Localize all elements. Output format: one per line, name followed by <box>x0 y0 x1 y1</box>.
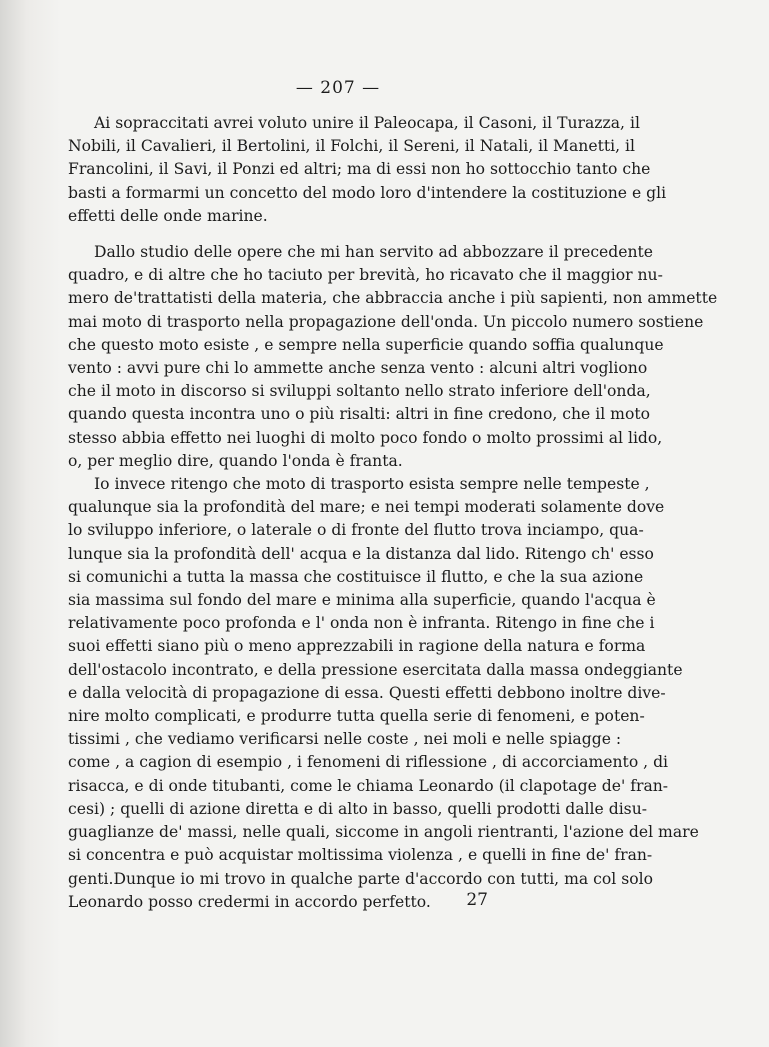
page-number: — 207 — <box>295 78 381 98</box>
text-line: stesso abbia effetto nei luoghi di molto poco fondo o molto prossimi al lido, <box>68 428 663 447</box>
text-line: dell'ostacolo incontrato, e della pressione esercitata dalla massa ondeggiante <box>68 660 683 679</box>
text-line: lo sviluppo inferiore, o laterale o di fronte del flutto trova inciampo, qua- <box>68 521 644 540</box>
document-page <box>68 78 718 914</box>
text-line: Francolini, il Savi, il Ponzi ed altri; ma di essi non ho sottocchio tanto che <box>68 160 651 179</box>
text-line: Io invece ritengo che moto di trasporto esista sempre nelle tempeste , <box>94 475 650 494</box>
text-line: come , a cagion di esempio , i fenomeni di riflessione , di accorciamento , di <box>68 753 669 772</box>
text-line: tissimi , che vediamo verificarsi nelle coste , nei moli e nelle spiagge : <box>68 730 622 749</box>
paragraph-2 <box>68 241 718 473</box>
text-line: nire molto complicati, e produrre tutta quella serie di fenomeni, e poten- <box>68 707 645 726</box>
text-line: qualunque sia la profondità del mare; e nei tempi moderati solamente dove <box>68 498 665 517</box>
text-line: Ai sopraccitati avrei voluto unire il Paleocapa, il Casoni, il Turazza, il <box>94 114 640 132</box>
paragraph-1 <box>68 112 667 228</box>
text-line: risacca, e di onde titubanti, come le chiama Leonardo (il clapotage de' fran- <box>68 776 669 795</box>
text-line: e dalla velocità di propagazione di essa. Questi effetti debbono inoltre dive- <box>68 683 666 702</box>
text-line: si comunichi a tutta la massa che costituisce il flutto, e che la sua azione <box>68 567 644 586</box>
text-line: vento : avvi pure chi lo ammette anche senza vento : alcuni altri vogliono <box>68 359 648 378</box>
text-line: Dallo studio delle opere che mi han servito ad abbozzare il precedente <box>94 243 654 262</box>
text-line: suoi effetti siano più o meno apprezzabili in ragione della natura e forma <box>68 637 646 656</box>
signature-mark: 27 <box>466 889 488 910</box>
text-line: mai moto di trasporto nella propagazione dell'onda. Un piccolo numero sostiene <box>68 312 704 331</box>
page-edge-shadow <box>0 0 60 1047</box>
text-line: che il moto in discorso si sviluppi soltanto nello strato inferiore dell'onda, <box>68 382 651 401</box>
text-line: effetti delle onde marine. <box>68 206 268 225</box>
text-line: relativamente poco profonda e l' onda non è infranta. Ritengo in fine che i <box>68 614 655 633</box>
paragraph-3 <box>68 473 699 914</box>
text-line: guaglianze de' massi, nelle quali, siccome in angoli rientranti, l'azione del mare <box>68 823 699 842</box>
text-line: basti a formarmi un concetto del modo loro d'intendere la costituzione e gli <box>68 183 667 202</box>
text-line: si concentra e può acquistar moltissima violenza , e quelli in fine de' fran- <box>68 846 653 865</box>
text-line: cesi) ; quelli di azione diretta e di alto in basso, quelli prodotti dalle disu- <box>68 799 648 818</box>
text-line: Nobili, il Cavalieri, il Bertolini, il Folchi, il Sereni, il Natali, il Manetti, il <box>68 137 635 156</box>
text-line: o, per meglio dire, quando l'onda è franta. <box>68 451 403 470</box>
text-line: quando questa incontra uno o più risalti: altri in fine credono, che il moto <box>68 405 650 424</box>
text-line: sia massima sul fondo del mare e minima alla superficie, quando l'acqua è <box>68 591 656 610</box>
text-line: lunque sia la profondità dell' acqua e la distanza dal lido. Ritengo ch' esso <box>68 544 654 563</box>
text-line: genti.Dunque io mi trovo in qualche parte d'accordo con tutti, ma col solo <box>68 869 653 888</box>
text-line: che questo moto esiste , e sempre nella superficie quando soffia qualunque <box>68 335 664 354</box>
text-line: Leonardo posso credermi in accordo perfetto. <box>68 892 431 911</box>
text-line: mero de'trattatisti della materia, che abbraccia anche i più sapienti, non ammette <box>68 289 718 308</box>
text-line: quadro, e di altre che ho taciuto per brevità, ho ricavato che il maggior nu- <box>68 266 663 285</box>
